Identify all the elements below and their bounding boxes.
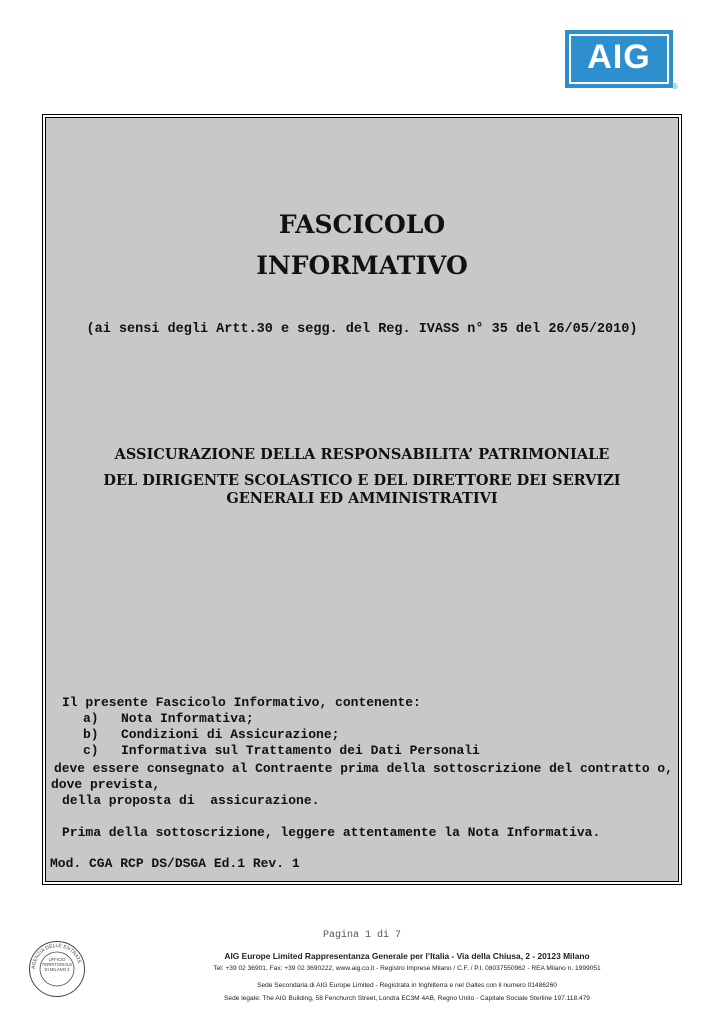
delivery-line-3: della proposta di assicurazione.: [62, 793, 320, 808]
model-code: Mod. CGA RCP DS/DSGA Ed.1 Rev. 1: [50, 856, 300, 871]
warning-text: Prima della sottoscrizione, leggere attentamente la Nota Informativa.: [62, 825, 601, 840]
footer-legal-seat-line: Sede legale: The AIG Building, 58 Fenchurch Street, Londra EC3M 4AB, Regno Unito - Capitale Sociale Sterline 197.118.479: [224, 995, 590, 1002]
list-marker: c): [83, 743, 99, 758]
footer-contact-line: Tel: +39 02 36901, Fax: +39 02 3690222, www.aig.co.it - Registro Imprese Milano / C.F. / P.I. 08037550962 - REA Milano n. 1999051: [213, 965, 601, 972]
delivery-line-2: dove prevista,: [51, 777, 161, 792]
regulation-reference: (ai sensi degli Artt.30 e segg. del Reg. IVASS n° 35 del 26/05/2010): [86, 322, 638, 337]
subject-line-2: DEL DIRIGENTE SCOLASTICO E DEL DIRETTORE DEI SERVIZI: [103, 472, 621, 489]
aig-logo-text: AIG: [587, 38, 651, 76]
title-line-2: INFORMATIVO: [256, 251, 468, 280]
aig-logo: [565, 30, 673, 88]
registered-mark: ®: [672, 82, 678, 91]
list-text: Informativa sul Trattamento dei Dati Personali: [121, 743, 480, 758]
list-text: Nota Informativa;: [121, 711, 254, 726]
seal-ring-text: AGENZIA DELLE ENTRATE: [30, 942, 83, 970]
footer-company-line: AIG Europe Limited Rappresentanza Generale per l’Italia - Via della Chiusa, 2 - 20123 Milano: [224, 951, 590, 961]
seal-inner-text: UFFICIO TERRITORIALE DI MILANO 2: [41, 957, 73, 972]
list-text: Condizioni di Assicurazione;: [121, 727, 340, 742]
tax-office-seal: [28, 940, 86, 998]
delivery-line-1: deve essere consegnato al Contraente prima della sottoscrizione del contratto o,: [54, 761, 673, 776]
page-number: Pagina 1 di 7: [322, 930, 401, 941]
list-marker: b): [83, 727, 99, 742]
title-line-1: FASCICOLO: [278, 210, 446, 239]
intro-text: Il presente Fascicolo Informativo, contenente:: [62, 695, 421, 710]
cover-box: [45, 117, 679, 882]
subject-line-1: ASSICURAZIONE DELLA RESPONSABILITA’ PATRIMONIALE: [114, 446, 610, 463]
list-marker: a): [83, 711, 99, 726]
subject-line-3: GENERALI ED AMMINISTRATIVI: [226, 490, 498, 507]
footer-registration-line: Sede Secondaria di AIG Europe Limited - Registrata in Inghilterra e nel Galles con il numero 01486260: [257, 982, 557, 989]
